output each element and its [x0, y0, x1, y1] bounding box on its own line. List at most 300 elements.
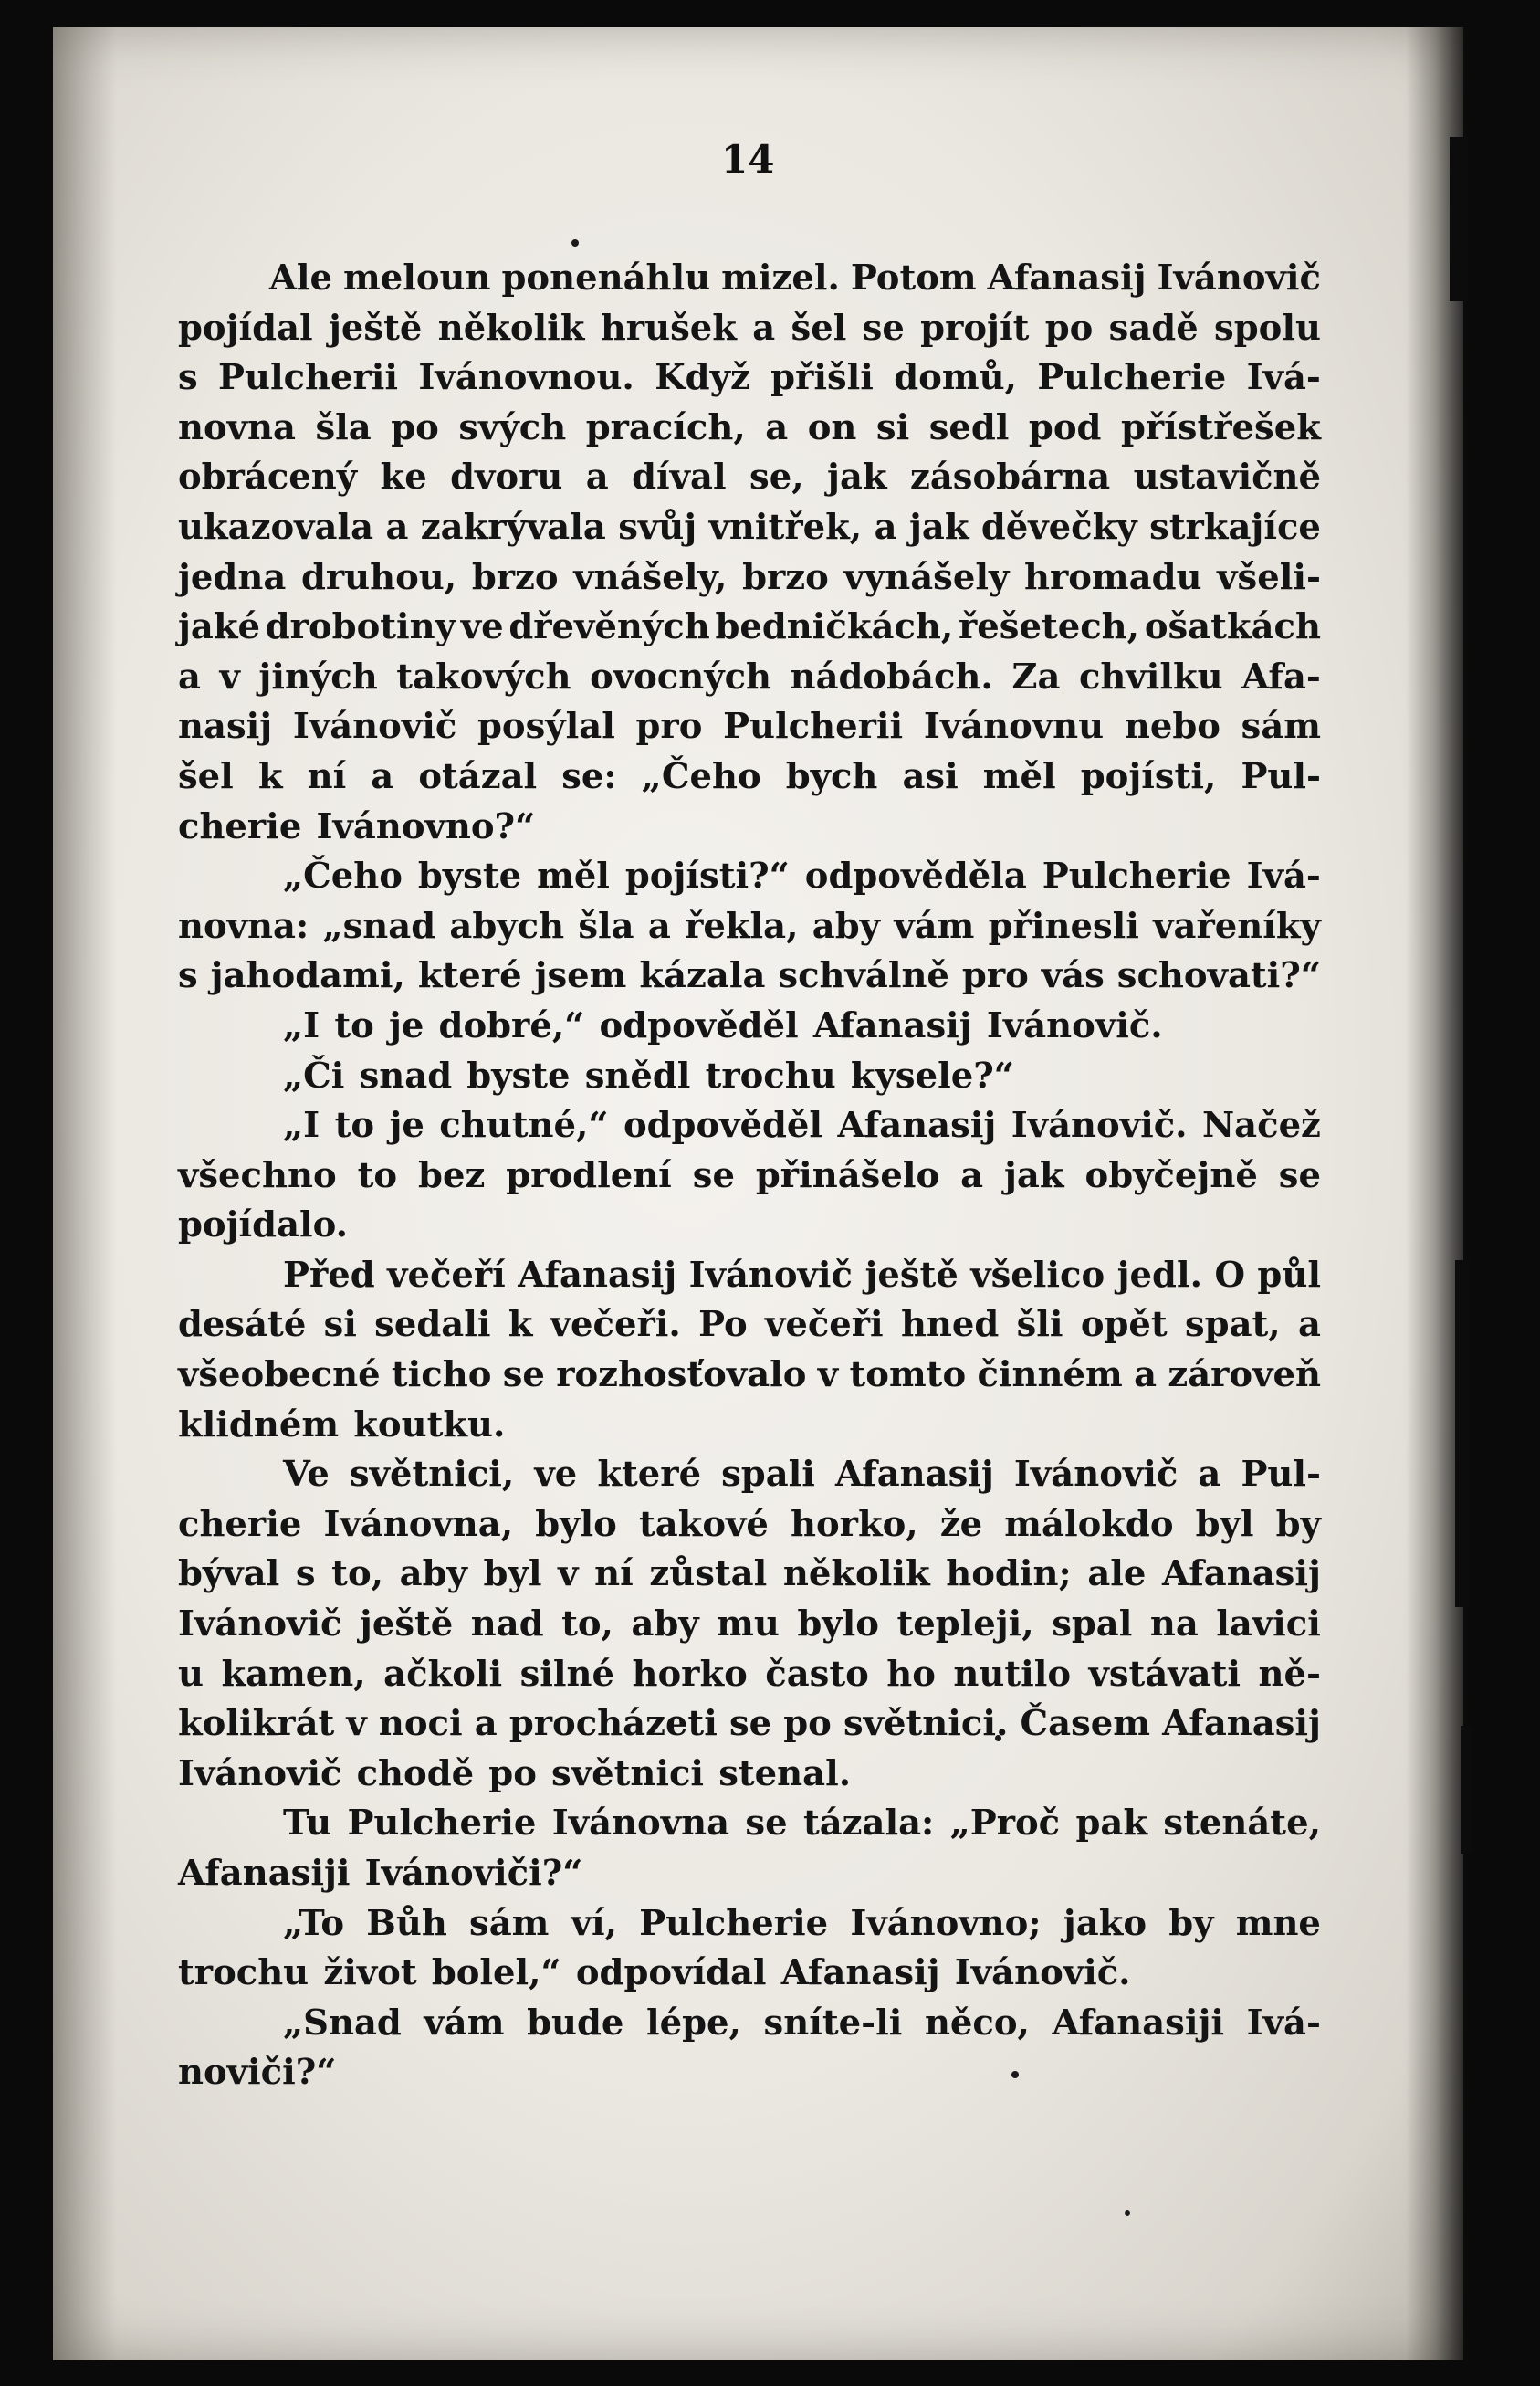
word: ošatkách	[1144, 606, 1321, 648]
word: ve	[534, 1454, 578, 1496]
word: noviči?“	[178, 2052, 337, 2094]
word: Ivánovič	[292, 706, 457, 748]
word: koutku.	[353, 1403, 506, 1445]
word: aby	[812, 905, 881, 947]
word: měl	[982, 755, 1056, 797]
word: díval	[632, 457, 727, 499]
word: trochu	[705, 1055, 836, 1097]
word: po	[391, 406, 439, 448]
word: zásobárna	[910, 457, 1111, 499]
word: Potom	[850, 258, 977, 299]
word: k	[508, 1304, 533, 1346]
word: Afanasij	[1162, 1703, 1321, 1745]
word: spal	[1052, 1603, 1133, 1645]
word: byl	[1195, 1503, 1254, 1545]
word: několik	[782, 1553, 930, 1595]
word: strkajíce	[1149, 506, 1321, 548]
word: Ivánovič.	[986, 1004, 1163, 1046]
word: po	[488, 1752, 537, 1794]
word: jahodami,	[210, 955, 405, 997]
word: ještě	[359, 1603, 454, 1645]
word: otázal	[418, 755, 538, 797]
text-line	[178, 902, 1321, 952]
word: rozhosťovalo	[556, 1354, 807, 1396]
text-line	[178, 1600, 1321, 1650]
word: všeli-	[1217, 556, 1321, 598]
word: všeobecné	[178, 1354, 381, 1396]
word: světnici.	[843, 1703, 1009, 1745]
word: zůstal	[649, 1553, 768, 1595]
word: ní	[594, 1553, 634, 1595]
word: Ivánovič	[178, 1752, 342, 1794]
word: Za	[1011, 656, 1061, 698]
word: přišli	[770, 357, 874, 399]
word: byste	[466, 1055, 571, 1097]
text-line	[178, 1500, 1321, 1550]
word: často	[765, 1653, 869, 1695]
word: Po	[698, 1304, 748, 1346]
word: bolel,“	[431, 1952, 561, 1994]
word: to,	[561, 1603, 613, 1645]
word: nádobách.	[790, 656, 993, 698]
word: tomto	[849, 1354, 967, 1396]
text-line	[178, 603, 1321, 653]
word: si	[323, 1304, 357, 1346]
word: dobré,“	[438, 1004, 585, 1046]
word: pojísti?“	[624, 856, 790, 898]
word: odpověděla	[804, 856, 1027, 898]
text-line	[178, 1750, 1321, 1800]
word: Ivánovnou.	[418, 357, 634, 399]
word: silné	[519, 1653, 615, 1695]
word: svůj	[618, 506, 697, 548]
word: večeři	[764, 1304, 884, 1346]
word: obyčejně	[1084, 1154, 1258, 1196]
word: světnici	[551, 1752, 705, 1794]
text-line	[178, 803, 1321, 853]
word: v	[346, 1703, 367, 1745]
word: v	[219, 656, 240, 698]
scan-artifact	[1455, 1260, 1470, 1607]
word: Pulcherie	[1037, 357, 1227, 399]
word: Afanasij	[987, 258, 1147, 299]
word: pod	[1028, 406, 1102, 448]
word: se,	[749, 457, 804, 499]
word: prodlení	[506, 1154, 672, 1196]
word: činném	[977, 1354, 1123, 1396]
word: jedna	[178, 556, 287, 598]
word: řešetech,	[959, 606, 1140, 648]
word: klidném	[178, 1403, 340, 1445]
word: chodě	[356, 1752, 475, 1794]
word: „snad	[322, 905, 436, 947]
word: ví,	[571, 1902, 617, 1944]
word: stenal.	[718, 1752, 852, 1794]
word: kázala	[639, 955, 766, 997]
word: ponenáhlu	[501, 258, 711, 299]
text-line	[178, 1300, 1321, 1351]
word: snad	[359, 1055, 453, 1097]
word: v	[558, 1553, 579, 1595]
word: jsem	[534, 955, 627, 997]
word: zároveň	[1168, 1354, 1321, 1396]
text-line	[178, 404, 1321, 454]
word: „I	[283, 1004, 320, 1046]
word: na	[1149, 1603, 1199, 1645]
word: jako	[1063, 1902, 1147, 1944]
word: a	[371, 755, 394, 797]
word: hromadu	[1023, 556, 1202, 598]
word: byste	[417, 856, 522, 898]
word: „Snad	[283, 2002, 402, 2044]
word: Afanasiji	[1052, 2002, 1225, 2044]
text-line	[178, 453, 1321, 503]
word: k	[257, 755, 283, 797]
word: přístřešek	[1120, 406, 1321, 448]
word: přinášelo	[755, 1154, 940, 1196]
word: vnitřek,	[708, 506, 863, 548]
word: vynášely	[843, 556, 1010, 598]
word: cherie	[178, 1503, 302, 1545]
word: brzo	[471, 556, 559, 598]
word: Pulcherie	[639, 1902, 829, 1944]
word: a	[960, 1154, 984, 1196]
word: horko	[632, 1653, 748, 1695]
word: desáté	[178, 1304, 307, 1346]
word: se	[692, 1154, 735, 1196]
word: stenáte,	[1163, 1803, 1321, 1845]
word: Ivánovna,	[323, 1503, 514, 1545]
word: Ivánovnu	[923, 706, 1105, 748]
word: řekla,	[685, 905, 799, 947]
text-line	[178, 1550, 1321, 1600]
word: Afanasij	[812, 1004, 972, 1046]
word: v	[817, 1354, 839, 1396]
word: abych	[449, 905, 565, 947]
word: noci	[378, 1703, 463, 1745]
text-line	[178, 1450, 1321, 1500]
word: svých	[458, 406, 567, 448]
word: to	[357, 1154, 398, 1196]
text-line	[178, 1999, 1321, 2049]
word: šel	[178, 755, 234, 797]
word: ale	[1087, 1553, 1147, 1595]
text-line	[178, 304, 1321, 354]
word: pak	[1075, 1803, 1148, 1845]
word: nad	[470, 1603, 544, 1645]
word: pojídalo.	[178, 1204, 349, 1246]
word: a	[1134, 1354, 1158, 1396]
text-line	[178, 553, 1321, 604]
word: ve	[460, 606, 504, 648]
text-line	[178, 1949, 1321, 1999]
word: pojísti,	[1080, 755, 1217, 797]
word: domů,	[894, 357, 1017, 399]
word: přinesli	[988, 905, 1139, 947]
word: nebo	[1124, 706, 1220, 748]
word: Pul-	[1241, 1454, 1321, 1496]
word: mu	[717, 1603, 780, 1645]
word: Časem	[1020, 1703, 1150, 1745]
text-line	[178, 1201, 1321, 1251]
word: odpověděl	[623, 1105, 823, 1147]
word: kamen,	[221, 1653, 366, 1695]
word: brzo	[742, 556, 829, 598]
word: projít	[920, 307, 1030, 349]
word: vás	[1041, 955, 1105, 997]
word: Ivá-	[1246, 2002, 1321, 2044]
word: šla	[578, 905, 634, 947]
word: „I	[283, 1105, 320, 1147]
body-text	[178, 254, 1321, 2098]
word: po	[1044, 307, 1094, 349]
word: chvilku	[1078, 656, 1223, 698]
word: které	[597, 1454, 702, 1496]
word: Tu	[283, 1803, 332, 1845]
word: kolikrát	[178, 1703, 335, 1745]
word: spolu	[1214, 307, 1321, 349]
paper-edge-right	[1406, 27, 1470, 2360]
word: aby	[399, 1553, 467, 1595]
word: Ivánovič.	[954, 1952, 1131, 1994]
word: spali	[721, 1454, 815, 1496]
word: spat,	[1184, 1304, 1281, 1346]
word: to	[334, 1105, 375, 1147]
word: bedničkách,	[715, 606, 954, 648]
word: se:	[561, 755, 617, 797]
text-line	[178, 1401, 1321, 1451]
word: kysele?“	[850, 1055, 1014, 1097]
word: Ivánovič.	[1011, 1105, 1188, 1147]
word: hrušek	[600, 307, 737, 349]
word: život	[323, 1952, 417, 1994]
word: novna	[178, 406, 296, 448]
word: procházeti	[508, 1703, 718, 1745]
word: jak	[908, 506, 969, 548]
word: a	[765, 406, 789, 448]
word: dvoru	[450, 457, 563, 499]
word: lavici	[1216, 1603, 1321, 1645]
word: dřevěných	[508, 606, 710, 648]
word: jak	[1004, 1154, 1064, 1196]
word: by	[1275, 1503, 1321, 1545]
word: jak	[827, 457, 887, 499]
word: schovati?“	[1116, 955, 1321, 997]
word: vnášely,	[573, 556, 728, 598]
word: sám	[1241, 706, 1321, 748]
word: šel	[791, 307, 847, 349]
word: půl	[1257, 1254, 1321, 1296]
word: „Čeho	[283, 856, 403, 898]
text-line	[178, 1002, 1321, 1052]
word: šla	[315, 406, 372, 448]
word: byl	[483, 1553, 542, 1595]
word: drobotiny	[265, 606, 456, 648]
word: a	[385, 506, 409, 548]
word: schválně	[778, 955, 949, 997]
text-line	[178, 1650, 1321, 1700]
word: ještě	[328, 307, 423, 349]
word: meloun	[342, 258, 491, 299]
word: opět	[1080, 1304, 1168, 1346]
word: „To	[283, 1902, 345, 1944]
word: sedl	[928, 406, 1010, 448]
word: se	[1278, 1154, 1321, 1196]
text-line	[178, 254, 1321, 304]
word: pro	[961, 955, 1029, 997]
word: „Či	[283, 1055, 345, 1097]
word: tázala:	[802, 1803, 935, 1845]
text-line	[178, 353, 1321, 404]
text-line	[178, 752, 1321, 803]
word: vstávati	[1088, 1653, 1241, 1695]
word: ustavičně	[1133, 457, 1321, 499]
word: je	[389, 1105, 424, 1147]
word: Pulcherii	[723, 706, 904, 748]
word: Ivánovič	[688, 1254, 853, 1296]
word: něco,	[924, 2002, 1030, 2044]
word: ně-	[1258, 1653, 1321, 1695]
word: ovocných	[590, 656, 772, 698]
word: hodin;	[946, 1553, 1072, 1595]
word: Ve	[283, 1454, 330, 1496]
page-number: 14	[721, 137, 775, 182]
word: Ivánovno?“	[316, 805, 536, 847]
word: posýlal	[477, 706, 615, 748]
word: je	[388, 1004, 424, 1046]
word: novna:	[178, 905, 309, 947]
text-line	[178, 1351, 1321, 1401]
word: ukazovala	[178, 506, 374, 548]
word: Ivánovič	[178, 1603, 342, 1645]
word: Pul-	[1241, 755, 1321, 797]
word: a	[874, 506, 897, 548]
word: aby	[631, 1603, 699, 1645]
word: jiných	[258, 656, 378, 698]
word: pracích,	[585, 406, 746, 448]
word: zakrývala	[420, 506, 606, 548]
word: Ivánovna	[551, 1803, 730, 1845]
scan-artifact	[1461, 1726, 1472, 1854]
word: nasij	[178, 706, 273, 748]
word: bych	[785, 755, 878, 797]
word: obrácený	[178, 457, 358, 499]
word: a	[647, 905, 671, 947]
word: by	[1168, 1902, 1214, 1944]
word: Afanasiji	[178, 1853, 351, 1894]
word: že	[939, 1503, 983, 1545]
word: O	[1214, 1254, 1245, 1296]
word: on	[807, 406, 857, 448]
word: býval	[178, 1553, 280, 1595]
word: hned	[900, 1304, 1000, 1346]
word: vám	[424, 2002, 505, 2044]
word: druhou,	[300, 556, 457, 598]
word: Ivánoviči?“	[364, 1853, 583, 1894]
word: bez	[418, 1154, 486, 1196]
word: ještě	[864, 1254, 959, 1296]
word: sedali	[374, 1304, 491, 1346]
word: Bůh	[366, 1902, 447, 1944]
text-line	[178, 1699, 1321, 1750]
word: světnici,	[349, 1454, 515, 1496]
scan-speck	[571, 239, 579, 247]
word: se	[728, 1703, 772, 1745]
word: Ivánovič	[1157, 258, 1321, 299]
word: Ivánovno;	[850, 1902, 1042, 1944]
word: „Proč	[949, 1803, 1061, 1845]
word: asi	[902, 755, 959, 797]
word: s	[178, 955, 198, 997]
word: Pulcherie	[347, 1803, 537, 1845]
text-line	[178, 2048, 1321, 2098]
word: pojídal	[178, 307, 313, 349]
word: všelico	[970, 1254, 1105, 1296]
text-line	[178, 702, 1321, 752]
word: po	[783, 1703, 832, 1745]
word: Afanasij	[1162, 1553, 1321, 1595]
word: které	[417, 955, 522, 997]
word: sníte-li	[763, 2002, 903, 2044]
text-line	[178, 1251, 1321, 1301]
word: bylo	[797, 1603, 879, 1645]
word: večeři.	[550, 1304, 681, 1346]
word: sadě	[1108, 307, 1199, 349]
word: mne	[1235, 1902, 1321, 1944]
word: Afanasij	[834, 1454, 994, 1496]
word: Afanasij	[518, 1254, 677, 1296]
word: Afa-	[1241, 656, 1321, 698]
word: a	[474, 1703, 498, 1745]
text-line	[178, 1849, 1321, 1899]
text-line	[178, 951, 1321, 1002]
text-line	[178, 852, 1321, 902]
word: děvečky	[980, 506, 1137, 548]
word: vařeníky	[1153, 905, 1321, 947]
word: ho	[886, 1653, 936, 1695]
word: horko,	[791, 1503, 918, 1545]
word: Ivá-	[1246, 357, 1321, 399]
word: a	[1297, 1304, 1321, 1346]
text-line	[178, 1799, 1321, 1849]
word: a	[178, 656, 201, 698]
word: Načež	[1201, 1105, 1321, 1147]
word: Afanasij	[837, 1105, 997, 1147]
scan-speck	[1125, 2210, 1130, 2216]
word: Pulcherii	[218, 357, 399, 399]
word: vám	[894, 905, 975, 947]
word: šli	[1016, 1304, 1063, 1346]
word: několik	[437, 307, 585, 349]
word: Před	[283, 1254, 375, 1296]
word: s	[295, 1553, 316, 1595]
text-line	[178, 1101, 1321, 1151]
word: se	[745, 1803, 788, 1845]
word: si	[875, 406, 910, 448]
word: „Čeho	[641, 755, 761, 797]
word: ticho	[391, 1354, 492, 1396]
word: odpovídal	[575, 1952, 767, 1994]
word: všechno	[178, 1154, 337, 1196]
word: to,	[331, 1553, 384, 1595]
word: chutné,“	[439, 1105, 609, 1147]
word: cherie	[178, 805, 302, 847]
paper-shadow-left	[53, 27, 117, 2360]
word: Afanasij	[780, 1952, 940, 1994]
word: ačkoli	[383, 1653, 503, 1695]
text-line	[178, 653, 1321, 703]
word: bylo	[535, 1503, 617, 1545]
